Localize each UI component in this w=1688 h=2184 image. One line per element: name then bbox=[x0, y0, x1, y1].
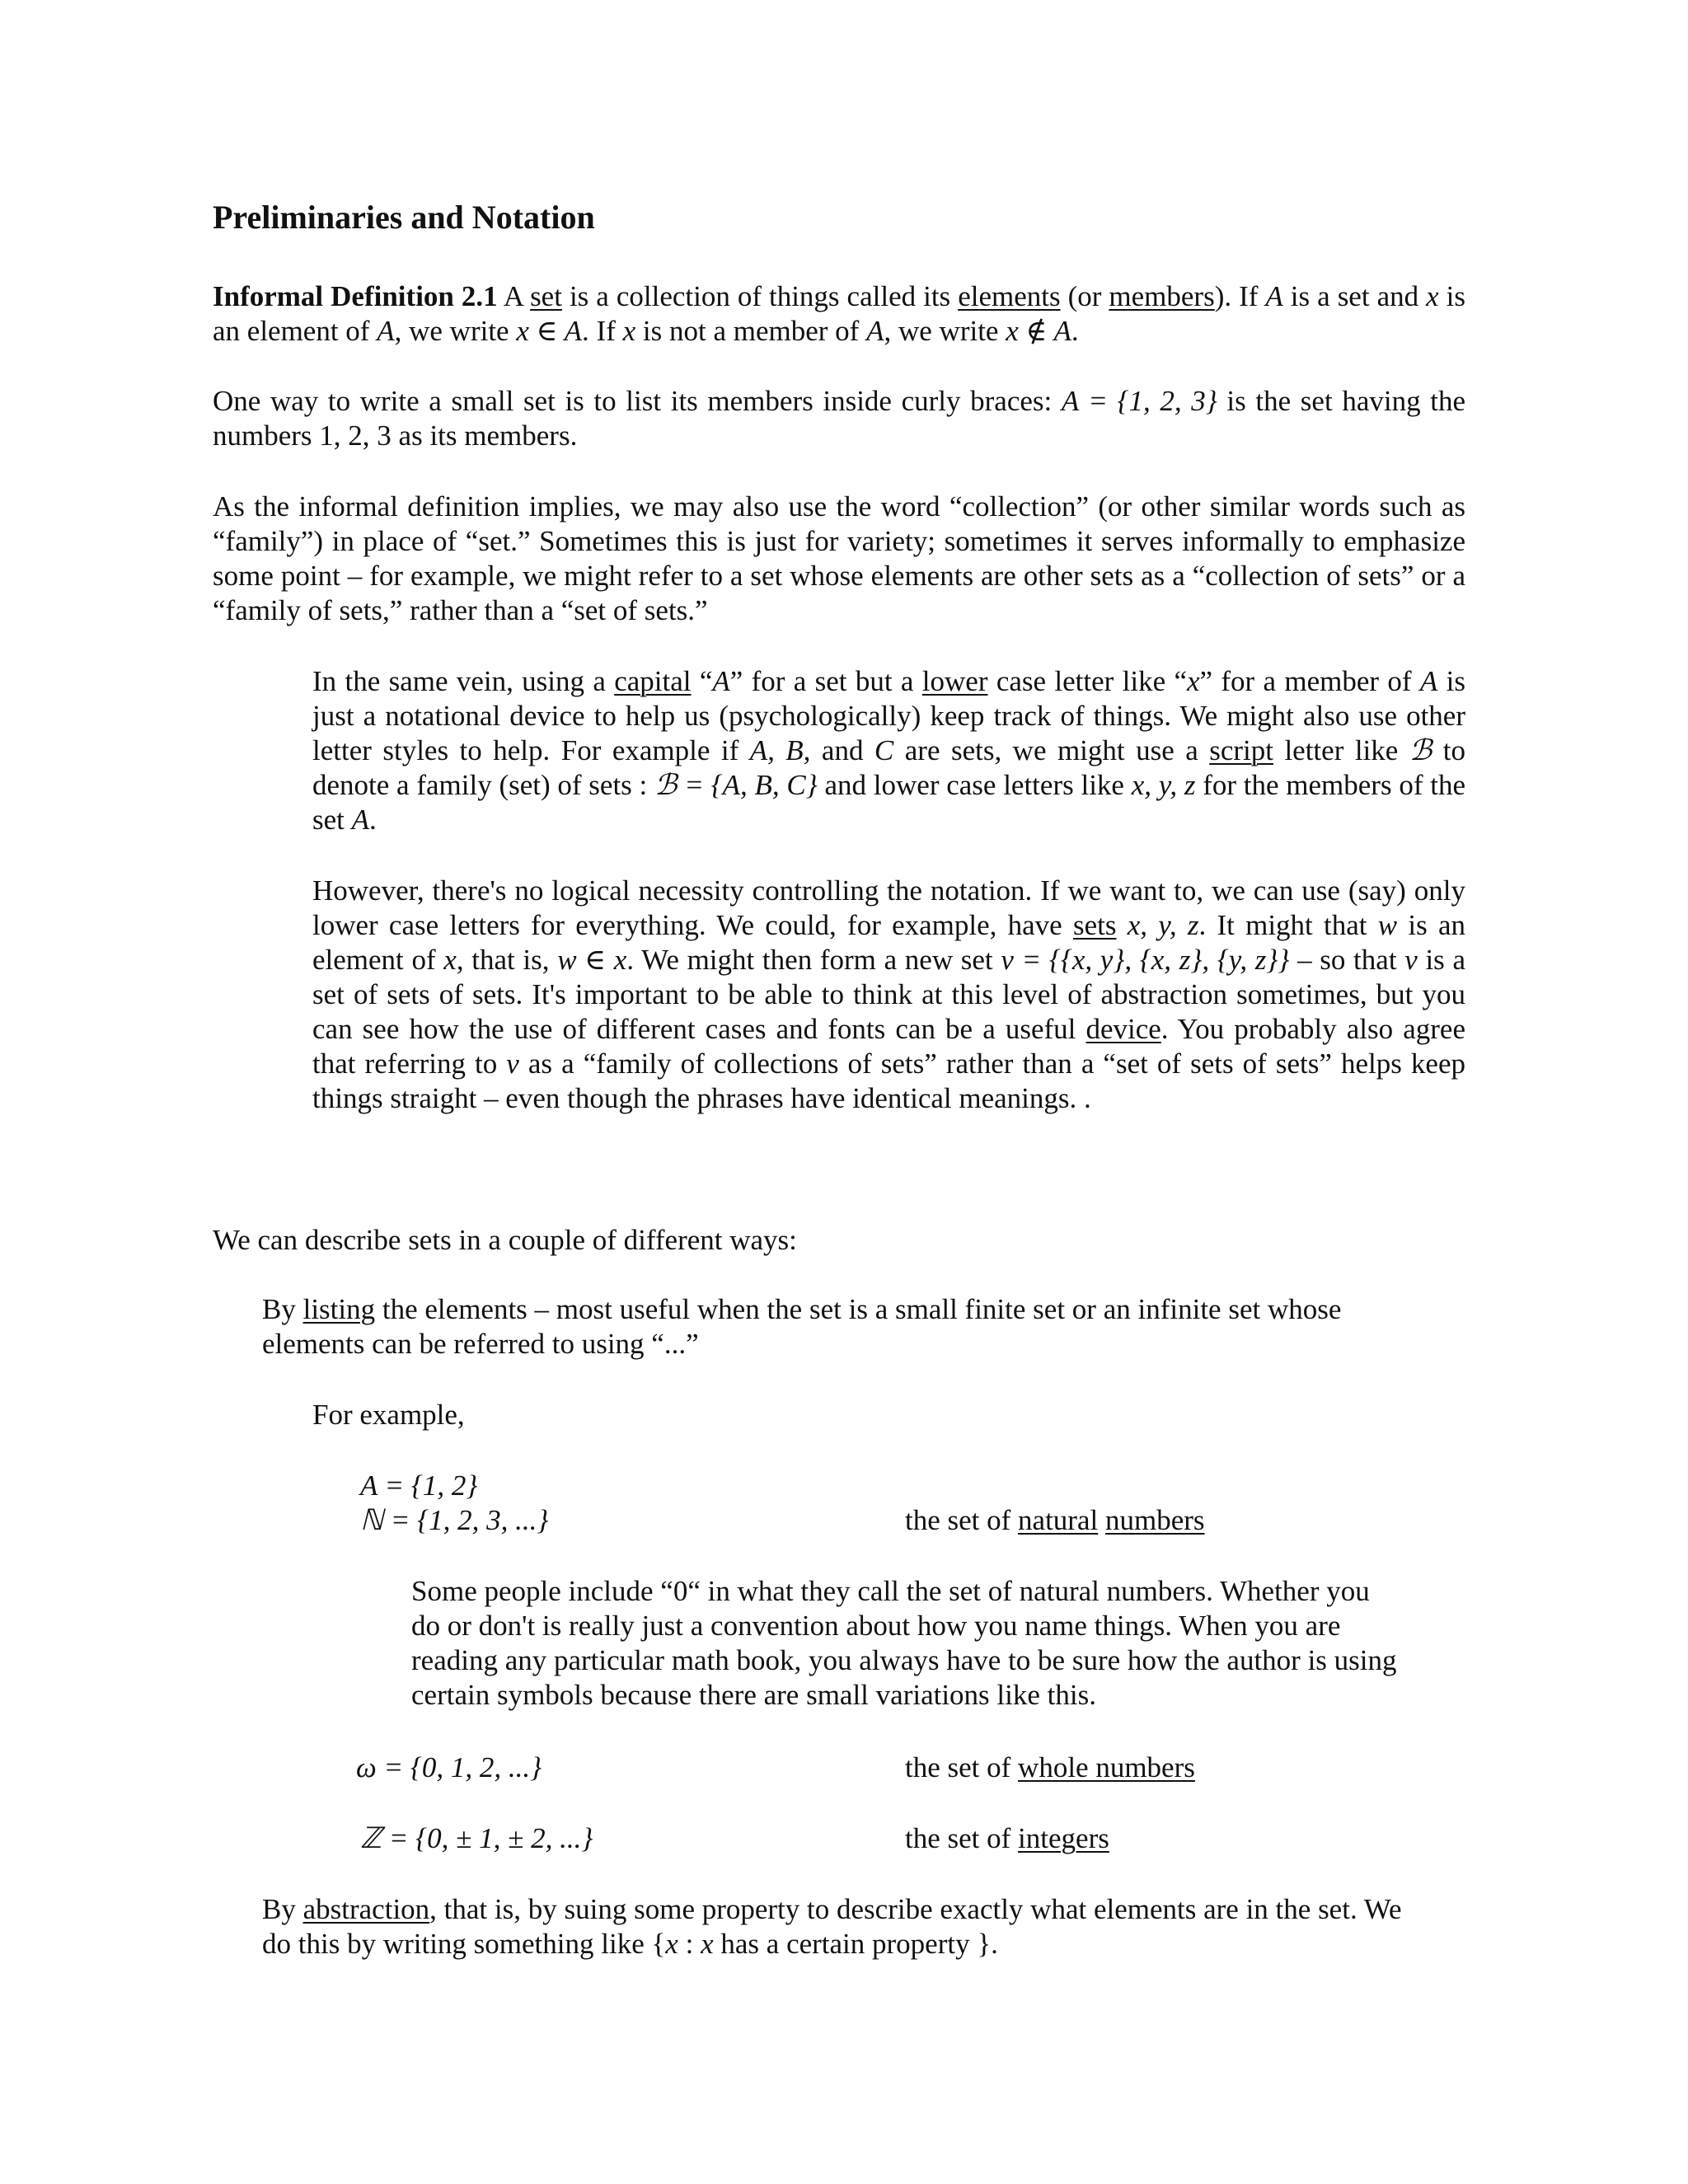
for-example-line: For example, bbox=[312, 1399, 465, 1431]
math: w bbox=[1377, 909, 1398, 941]
definition-label: Informal Definition 2.1 bbox=[213, 280, 498, 312]
math: x ∉ A bbox=[1006, 315, 1071, 347]
math: } bbox=[977, 1928, 992, 1960]
text: has a certain property bbox=[713, 1928, 978, 1960]
term-capital: capital bbox=[614, 665, 692, 697]
example-omega-definition: ω = {0, 1, 2, ...} bbox=[356, 1751, 542, 1783]
math: A bbox=[712, 665, 730, 697]
example-N-definition: ℕ = {1, 2, 3, ...} bbox=[360, 1504, 549, 1536]
math: x bbox=[665, 1928, 678, 1960]
term-members: members bbox=[1109, 280, 1215, 312]
math: v bbox=[506, 1047, 519, 1080]
term-natural: natural bbox=[1018, 1504, 1099, 1536]
text: A bbox=[497, 280, 531, 312]
text: is a set of sets of sets. It's important to be able to think at this level of abstraction sometimes, but you can see how the use of different cases and fonts can be a useful bbox=[312, 944, 1465, 1045]
math: A bbox=[866, 315, 884, 347]
text bbox=[1116, 909, 1127, 941]
text: case letter like “ bbox=[987, 665, 1187, 697]
text: . If bbox=[582, 315, 623, 347]
math: 1, 2, 3 bbox=[319, 419, 392, 452]
example-omega-description bbox=[905, 1750, 1195, 1785]
text: – so that bbox=[1289, 944, 1405, 976]
example-N-description bbox=[905, 1503, 1205, 1538]
math: x bbox=[701, 1928, 714, 1960]
text: is not a member of bbox=[635, 315, 867, 347]
math: ℬ bbox=[1409, 734, 1432, 766]
text: . You probably also agree that referring to bbox=[312, 1013, 1465, 1080]
text: as its members. bbox=[391, 419, 578, 452]
math: w ∈ x bbox=[557, 944, 627, 976]
text: as a “family of collections of sets” rather than a “set of sets of sets” helps keep things straight – even though the phrases have identical meanings. . bbox=[312, 1047, 1465, 1114]
informal-definition bbox=[213, 279, 1465, 349]
math: A bbox=[1419, 665, 1438, 697]
math: A bbox=[1265, 280, 1283, 312]
text: letter like bbox=[1273, 734, 1409, 766]
math: A bbox=[377, 315, 395, 347]
math: x, y, z bbox=[1131, 769, 1196, 801]
text: “ bbox=[691, 665, 713, 697]
text: and bbox=[810, 734, 874, 766]
text: is a set and bbox=[1282, 280, 1427, 312]
text: are sets, we might use a bbox=[893, 734, 1210, 766]
text: for the members of the set bbox=[312, 769, 1465, 836]
page-title: Preliminaries and Notation bbox=[213, 199, 595, 236]
math: v = {{x, y}, {x, z}, {y, z}} bbox=[1001, 944, 1290, 976]
math: x bbox=[1426, 280, 1439, 312]
text: , we write bbox=[884, 315, 1006, 347]
text: to denote a family (set) of sets : bbox=[312, 734, 1465, 801]
math: v bbox=[1404, 944, 1418, 976]
term-elements: elements bbox=[958, 280, 1061, 312]
term-lower: lower bbox=[921, 665, 988, 697]
collection-paragraph: As the informal definition implies, we may also use the word “collection” (or other similar words such as “family”) in place of “set.” Sometimes this is just for variety; sometimes it serves informally to emphasize some point – for example, we might refer to a set whose elements are other sets as a “collection of sets” or a “family of sets,” rather than a “set of sets.” bbox=[213, 490, 1465, 626]
math: x ∈ A bbox=[516, 315, 583, 347]
math: A bbox=[351, 804, 370, 836]
zero-note-paragraph: Some people include “0“ in what they call the set of natural numbers. Whether you do or don't is really just a convention about how you name things. When you are reading any particular math book, you always have to be sure how the author is using certain symbols because there are small variations like this. bbox=[411, 1575, 1397, 1711]
term-numbers: numbers bbox=[1104, 1504, 1205, 1536]
term-integers: integers bbox=[1018, 1822, 1109, 1854]
example-Z-description bbox=[905, 1821, 1109, 1856]
text: . bbox=[369, 804, 377, 836]
text: (or bbox=[1060, 280, 1109, 312]
text: By bbox=[262, 1293, 303, 1325]
term-whole-numbers: whole numbers bbox=[1018, 1751, 1195, 1783]
text: . We might then form a new set bbox=[626, 944, 1001, 976]
text: In the same vein, using a bbox=[312, 665, 615, 697]
math: : bbox=[678, 1928, 701, 1960]
notation-however-paragraph bbox=[312, 874, 1465, 1116]
text: is the set having the numbers bbox=[213, 385, 1465, 452]
describe-sets-line: We can describe sets in a couple of different ways: bbox=[213, 1224, 797, 1256]
term-listing: listing bbox=[302, 1293, 376, 1325]
math: { bbox=[651, 1928, 666, 1960]
text: . bbox=[1071, 315, 1079, 347]
text: is just a notational device to help us (psychologically) keep track of things. We might also use other letter styles to help. For example if bbox=[312, 665, 1465, 766]
small-set-paragraph bbox=[213, 384, 1465, 453]
math: ℬ = {A, B, C} bbox=[654, 769, 818, 801]
text: By bbox=[262, 1893, 303, 1925]
listing-paragraph bbox=[262, 1292, 1432, 1361]
text: . It might that bbox=[1198, 909, 1378, 941]
text: the set of bbox=[905, 1504, 1019, 1536]
math: x bbox=[622, 315, 636, 347]
math: x, y, z bbox=[1127, 909, 1199, 941]
example-A-definition: A = {1, 2} bbox=[360, 1469, 478, 1502]
math: A = {1, 2, 3} bbox=[1061, 385, 1217, 417]
text: is an element of bbox=[312, 909, 1465, 976]
text: is a collection of things called its bbox=[561, 280, 959, 312]
term-sets: sets bbox=[1072, 909, 1117, 941]
term-abstraction: abstraction bbox=[302, 1893, 430, 1925]
text: ” for a member of bbox=[1199, 665, 1420, 697]
text: One way to write a small set is to list its members inside curly braces: bbox=[213, 385, 1062, 417]
text: However, there's no logical necessity controlling the notation. If we want to, we can use (say) only lower case letters for everything. We could, for example, have bbox=[312, 874, 1465, 941]
text: , that is, by suing some property to describe exactly what elements are in the set. We do this by writing something like bbox=[262, 1893, 1402, 1960]
term-device: device bbox=[1085, 1013, 1161, 1045]
text: , we write bbox=[394, 315, 517, 347]
example-Z-definition: ℤ = {0, ± 1, ± 2, ...} bbox=[360, 1822, 593, 1854]
text: and lower case letters like bbox=[817, 769, 1132, 801]
text: the set of bbox=[905, 1751, 1019, 1783]
text: is an element of bbox=[213, 280, 1466, 347]
math: A, B, bbox=[749, 734, 811, 766]
text: . bbox=[991, 1928, 998, 1960]
term-script: script bbox=[1209, 734, 1273, 766]
text: the elements – most useful when the set is a small finite set or an infinite set whose elements can be referred to using “...” bbox=[262, 1293, 1342, 1360]
text: the set of bbox=[905, 1822, 1019, 1854]
abstraction-paragraph bbox=[262, 1892, 1432, 1961]
text: , that is, bbox=[456, 944, 558, 976]
math: x bbox=[443, 944, 457, 976]
text: ). If bbox=[1214, 280, 1266, 312]
notation-vein-paragraph bbox=[312, 664, 1465, 837]
math: x bbox=[1186, 665, 1200, 697]
term-set: set bbox=[530, 280, 562, 312]
text: ” for a set but a bbox=[729, 665, 922, 697]
math: C bbox=[874, 734, 894, 766]
